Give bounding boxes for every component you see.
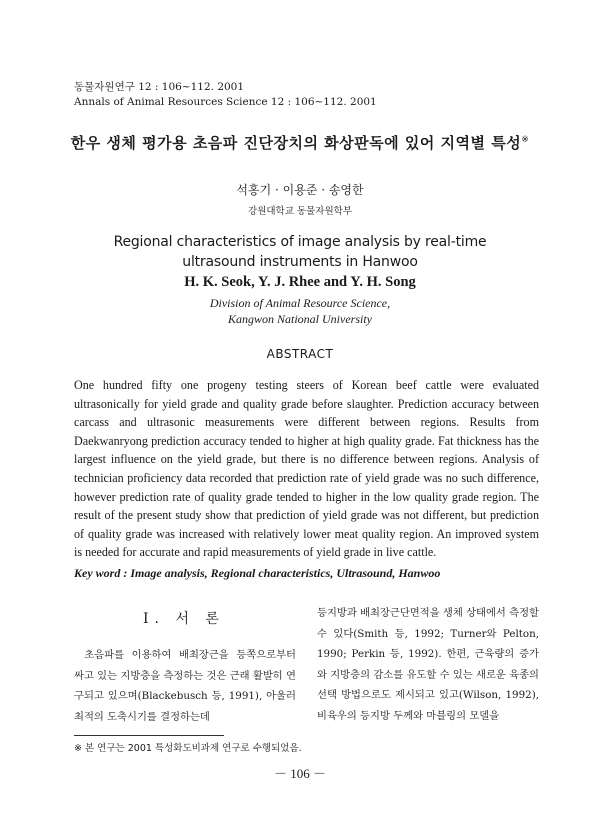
page-number: － 106 － [273, 766, 326, 781]
title-footnote-mark: ※ [521, 135, 530, 145]
introduction-left-column [74, 645, 296, 727]
english-title-line-1: Regional characteristics of image analysis by real-time [113, 234, 487, 250]
introduction-paragraph-right: 등지방과 배최장근단면적을 생체 상태에서 측정할 수 있다(Smith 등, 1992; Turner와 Pelton, 1990; Perkin 등, 1992). 한편, 근육량의 증가와 지방층의 감소를 유도할 수 있는 새로운 육종의 선택 방법으로도 제시되고 있고(Wilson, 1992), 비육우의 등지방 두께와 마블링의 모델을 [317, 607, 539, 722]
keywords: Key word : Image analysis, Regional characteristics, Ultrasound, Hanwoo [74, 566, 441, 580]
abstract-text: One hundred fifty one progeny testing steers of Korean beef cattle were evaluated ultrasonically for yield grade and quality grade before slaughter. Prediction accuracy between carcass and ultrasonic measurements were different between regions. Results from Daekwanryong prediction accuracy tended to higher at high quality grade. Fat thickness has the largest influence on the yield grade, but there is no difference between regions. Analysis of technician proficiency data recorded that prediction rate of yield grade was no such difference, however prediction rate of quality grade tended to higher in the low quality grade region. The result of the present study show that prediction of yield grade was not different, but prediction of quality grade was increased with relatively lower meat quality region. An improved system is needed for accurate and rapid measurements of yield grade in live cattle. [74, 378, 539, 560]
korean-title-text: 한우 생체 평가용 초음파 진단장치의 화상판독에 있어 지역별 특성 [70, 134, 522, 152]
korean-affiliation: 강원대학교 동물자원학부 [248, 206, 352, 217]
english-affiliation [0, 295, 600, 327]
english-affiliation-line-1: Division of Animal Resource Science, [209, 296, 391, 310]
introduction-right-column [317, 603, 539, 727]
english-affiliation-line-2: Kangwon National University [228, 312, 372, 326]
journal-header-korean: 동물자원연구 12 : 106~112. 2001 [74, 81, 245, 93]
english-title [0, 232, 600, 272]
section-heading-introduction: Ⅰ. 서 론 [143, 611, 225, 627]
korean-title [0, 132, 600, 153]
abstract-heading: ABSTRACT [266, 347, 334, 361]
korean-authors: 석홍기 · 이용준 · 송영한 [236, 183, 364, 197]
footnote: ※ 본 연구는 2001 특성화도비과제 연구로 수행되었음. [74, 743, 302, 754]
english-authors: H. K. Seok, Y. J. Rhee and Y. H. Song [184, 274, 416, 290]
introduction-paragraph-left: 초음파를 이용하여 배최장근을 등쪽으로부터 싸고 있는 지방층을 측정하는 것은 근래 활발히 연구되고 있으며(Blackebusch 등, 1991), 아울러 최적의 도축시기를 결정하는데 [74, 649, 296, 723]
journal-header [74, 80, 377, 110]
footnote-divider [74, 735, 224, 736]
journal-header-english: Annals of Animal Resources Science 12 : 106~112. 2001 [74, 96, 377, 108]
english-title-line-2: ultrasound instruments in Hanwoo [182, 254, 418, 270]
